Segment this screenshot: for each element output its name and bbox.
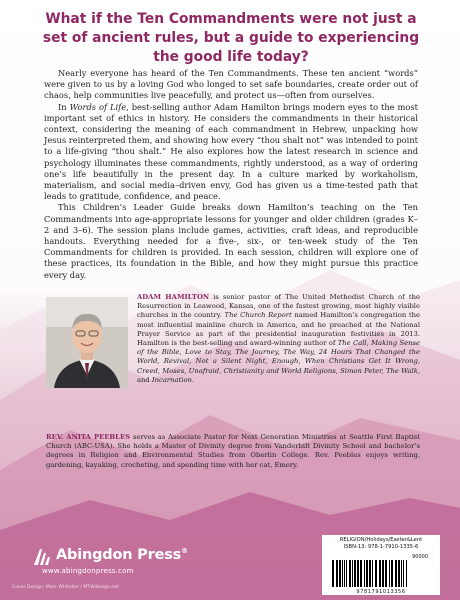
back-cover-headline: What if the Ten Commandments were not just a set of ancient rules, but a guide to experiencing the good life today? [42, 11, 420, 65]
italic-title: Words of Life [69, 101, 127, 112]
italic-title: The Church Report [224, 311, 292, 320]
barcode-bar [372, 560, 373, 587]
barcode-bar [398, 560, 400, 587]
isbn-barcode-block [322, 535, 440, 595]
barcode-bar [401, 560, 402, 587]
barcode-bar [369, 560, 371, 587]
barcode-bar [354, 560, 356, 587]
price-code: 90000 [412, 554, 428, 560]
text-run: This Children’s Leader Guide breaks down Hamilton’s teaching on the Ten Commandments into age-appropriate lessons for younger and older children (grades K–2 and 3–6). The session plans include games, activities, craft ideas, and reproducible handouts. Everything needed for a five-, six-, or ten-week study of the Ten Commandments for children is provided. In each session, children will explore one of these practices, its foundation in the Bible, and how they might pursue this practice every day. [44, 202, 418, 280]
barcode-bar [406, 560, 407, 587]
author-name: REV. ANITA PEEBLES [46, 433, 131, 441]
text-run: In [58, 101, 70, 112]
barcode-bar [344, 560, 345, 587]
barcode-digits: 9781791013356 [356, 589, 406, 595]
publisher-website-link[interactable]: www.abingdonpress.com [42, 567, 134, 575]
author-bio-hamilton [137, 293, 420, 385]
description-paragraph [44, 102, 418, 203]
text-run: , best-selling author Adam Hamilton brings modern eyes to the most important set of ethics in history. He considers the commandments in their historical context, considering the meaning of each commandment in Hebrew, unpacking how Jesus reinterpreted them, and showing how every “thou shalt not” was intended to point to a life-giving “thou shalt.” He also explores how the latest research in science and psychology illuminates these commandments, rightly understood, as a way of ordering one’s life beautifully in the present day. In a culture marked by workaholism, materialism, and social media–driven envy, God has given us a time-tested path that leads to gratitude, confidence, and peace. [44, 101, 418, 202]
barcode-bar [382, 560, 384, 587]
barcode-graphic [328, 552, 434, 588]
barcode-bar [375, 560, 377, 587]
barcode-bar [403, 560, 404, 587]
barcode-bar [339, 560, 341, 587]
isbn-label: ISBN-13: 978-1-7910-1335-6 [343, 544, 419, 550]
description-paragraph [44, 68, 418, 102]
category-label: RELIGION/Holidays/Easter&Lent [339, 537, 423, 543]
author-bio-peebles [46, 433, 420, 470]
abingdon-logo-icon [32, 547, 52, 567]
barcode-bar [379, 560, 381, 587]
text-run: and [137, 375, 152, 384]
barcode-bar [352, 560, 353, 587]
text-run: serves as Associate Pastor for Next Generation Ministries at Seattle First Baptist Church (ABC-USA). She holds a Master of Divinity degree from Vanderbilt Divinity School and bachelor’s degrees in Religion and Environmental Studies from Oberlin College. Rev. Peebles enjoys writing, gardening, kayaking, crocheting, and spending time with her cat, Emery. [46, 433, 420, 469]
barcode-bar [366, 560, 368, 587]
barcode-bar [332, 560, 334, 587]
author-name: ADAM HAMILTON [137, 293, 210, 301]
barcode-bar [346, 560, 347, 587]
text-run: Nearly everyone has heard of the Ten Commandments. These ten ancient “words” were given to us by a loving God who longed to set safe boundaries, create order out of chaos, help communities live peacefully, and protect us—often from ourselves. [44, 68, 418, 101]
barcode-bar [389, 560, 390, 587]
cover-design-credit: Cover Design: Marc Whitaker / MTWdesign.net [12, 585, 119, 590]
text-run: is senior pastor of The United Methodist Church of the Resurrection in Leawood, Kansas, one of the fastest growing, most highly visible churches in the country. [137, 293, 420, 320]
barcode-bar [364, 560, 365, 587]
publisher-name: Abingdon Press® [56, 547, 188, 563]
barcode-bar [349, 560, 351, 587]
barcode-bar [336, 560, 338, 587]
barcode-bar [342, 560, 343, 587]
barcode-bar [360, 560, 362, 587]
barcode-bar [385, 560, 387, 587]
book-description [44, 68, 418, 281]
author-photo [46, 297, 128, 388]
barcode-bar [395, 560, 397, 587]
description-paragraph [44, 202, 418, 280]
barcode-bar [391, 560, 393, 587]
italic-title: The Call, Making Sense of the Bible, Love to Stay, The Journey, The Way, 24 Hours That Changed the World, Revival, Not a Silent Night, Enough, When Christians Get It Wrong, Creed, Moses, Unafraid, Christianity and World Religions, Simon Peter, The Walk, [137, 339, 420, 375]
italic-title: Incarnation [151, 375, 192, 384]
text-run: named Hamilton’s congregation the most influential mainline church in America, and he preached at the National Prayer Service as part of the presidential inauguration festivities in 2013. Hamilton is the best-selling and award-winning author of [137, 311, 420, 348]
text-run: . [191, 375, 195, 384]
publisher-logo [32, 546, 188, 568]
barcode-bar [357, 560, 359, 587]
